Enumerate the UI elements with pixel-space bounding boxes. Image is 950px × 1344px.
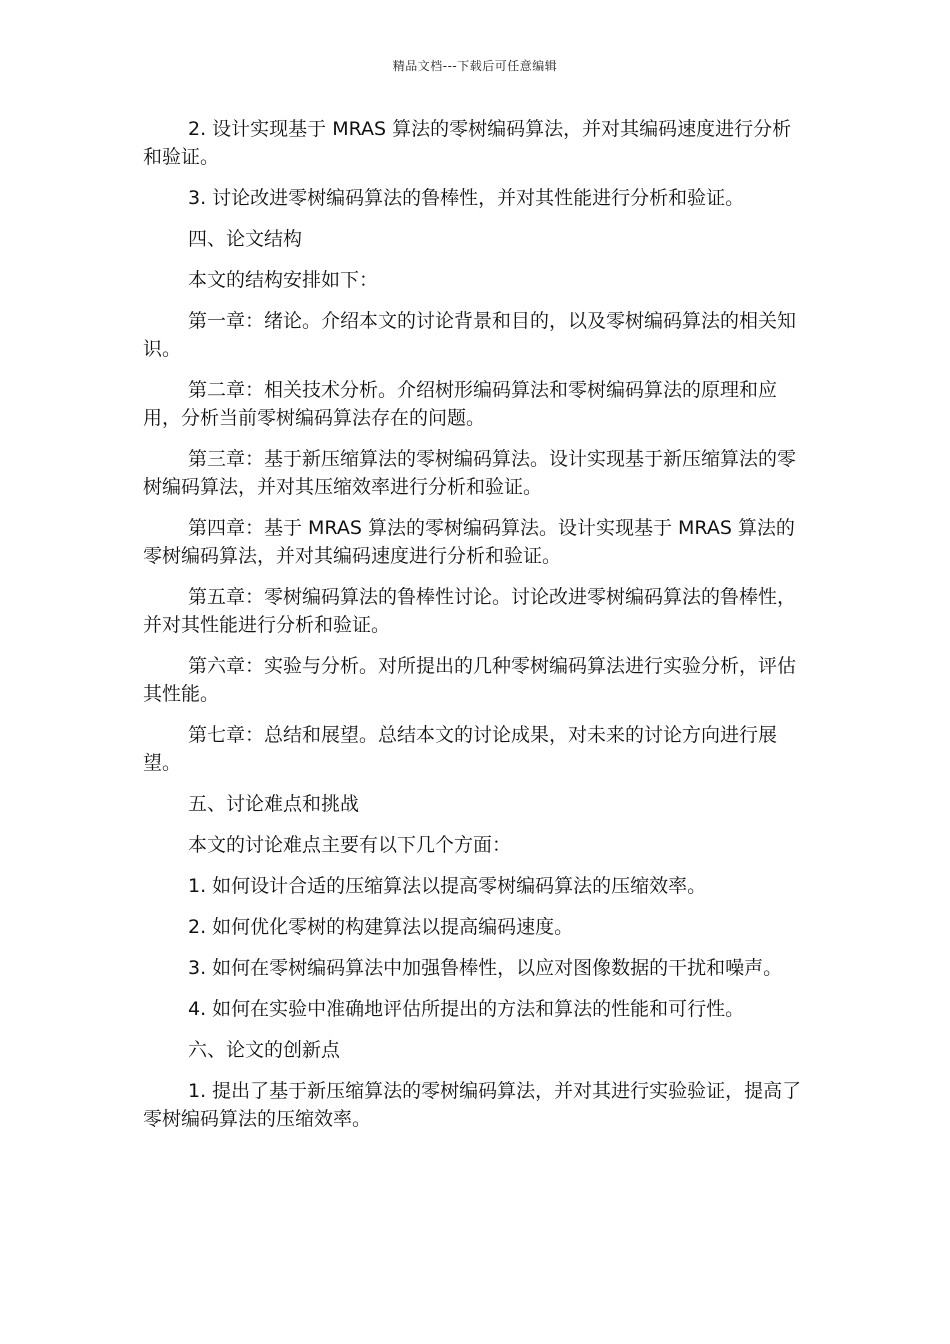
paragraph-chapter-5: 第五章：零树编码算法的鲁棒性讨论。讨论改进零树编码算法的鲁棒性，并对其性能进行分析和验证。 — [143, 586, 797, 636]
paragraph-innovation-1: 1. 提出了基于新压缩算法的零树编码算法，并对其进行实验验证，提高了零树编码算法的压缩效率。 — [143, 1080, 802, 1130]
paragraph-difficulty-2: 2. 如何优化零树的构建算法以提高编码速度。 — [188, 916, 574, 938]
paragraph-objective-2: 2. 设计实现基于 MRAS 算法的零树编码算法，并对其编码速度进行分析和验证。 — [143, 118, 792, 168]
paragraph-structure-intro: 本文的结构安排如下： — [188, 269, 379, 291]
section-heading-structure: 四、论文结构 — [188, 228, 303, 250]
paragraph-chapter-6: 第六章：实验与分析。对所提出的几种零树编码算法进行实验分析，评估其性能。 — [143, 655, 797, 705]
paragraph-difficulty-1: 1. 如何设计合适的压缩算法以提高零树编码算法的压缩效率。 — [188, 875, 707, 897]
paragraph-chapter-7: 第七章：总结和展望。总结本文的讨论成果，对未来的讨论方向进行展望。 — [143, 724, 778, 774]
paragraph-difficulties-intro: 本文的讨论难点主要有以下几个方面： — [188, 834, 512, 856]
paragraph-chapter-2: 第二章：相关技术分析。介绍树形编码算法和零树编码算法的原理和应用，分析当前零树编码算法存在的问题。 — [143, 379, 778, 429]
page-header: 精品文档---下载后可任意编辑 — [392, 59, 558, 73]
section-heading-innovations: 六、论文的创新点 — [188, 1039, 341, 1061]
paragraph-chapter-4: 第四章：基于 MRAS 算法的零树编码算法。设计实现基于 MRAS 算法的零树编码算法，并对其编码速度进行分析和验证。 — [143, 517, 795, 567]
paragraph-objective-3: 3. 讨论改进零树编码算法的鲁棒性，并对其性能进行分析和验证。 — [188, 187, 745, 209]
paragraph-difficulty-4: 4. 如何在实验中准确地评估所提出的方法和算法的性能和可行性。 — [188, 998, 745, 1020]
document-body — [143, 115, 805, 1146]
paragraph-chapter-1: 第一章：绪论。介绍本文的讨论背景和目的，以及零树编码算法的相关知识。 — [143, 310, 797, 360]
paragraph-chapter-3: 第三章：基于新压缩算法的零树编码算法。设计实现基于新压缩算法的零树编码算法，并对其压缩效率进行分析和验证。 — [143, 448, 797, 498]
section-heading-difficulties: 五、讨论难点和挑战 — [188, 793, 360, 815]
paragraph-difficulty-3: 3. 如何在零树编码算法中加强鲁棒性，以应对图像数据的干扰和噪声。 — [188, 957, 783, 979]
